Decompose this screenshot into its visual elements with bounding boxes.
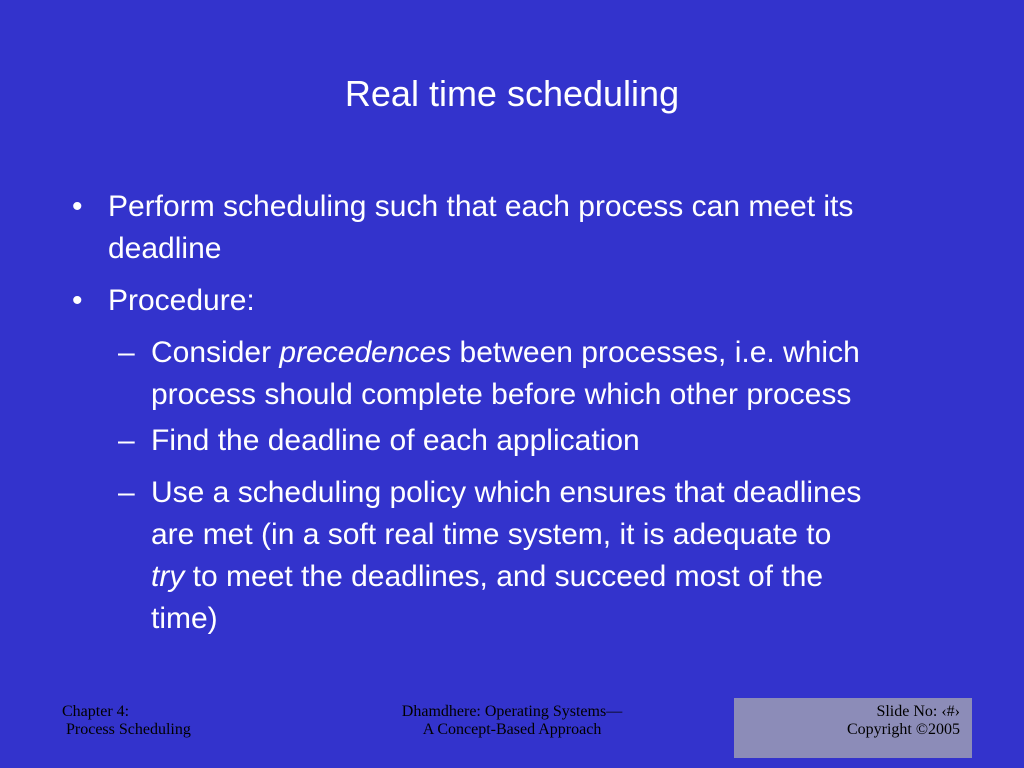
sub-bullet-item (118, 420, 998, 462)
copyright: Copyright ©2005 (846, 721, 960, 738)
bullet-item (72, 186, 972, 270)
emphasis-text: precedences (279, 336, 452, 369)
emphasis-text: try (151, 560, 185, 593)
sub-bullet-item (118, 332, 998, 416)
dash-icon: – (118, 424, 135, 457)
bullet-dot-icon: • (72, 284, 83, 317)
bullet-item (72, 280, 972, 322)
bullet-dot-icon: • (72, 190, 83, 223)
dash-icon: – (118, 336, 135, 369)
bullet-text: Perform scheduling such that each process can meet its deadline (108, 190, 854, 265)
bullet-text: Procedure: (108, 284, 255, 317)
dash-icon: – (118, 476, 135, 509)
sub-bullet-text: Consider precedences between processes, i.e. which process should complete before which other process (151, 336, 860, 411)
footer-chapter: Chapter 4: Process Scheduling (62, 703, 191, 738)
slide-number: Slide No: ‹#› (876, 703, 960, 720)
sub-bullet-text: Find the deadline of each application (151, 424, 640, 457)
slide-title: Real time scheduling (344, 73, 680, 114)
sub-bullet-text: Use a scheduling policy which ensures that deadlines are met (in a soft real time system, it is adequate to try to meet the deadlines, and succeed most of the time) (151, 476, 862, 635)
footer-slide-info (734, 698, 972, 758)
footer-book-title: Dhamdhere: Operating Systems— A Concept-Based Approach (401, 703, 623, 738)
sub-bullet-item (118, 472, 998, 640)
